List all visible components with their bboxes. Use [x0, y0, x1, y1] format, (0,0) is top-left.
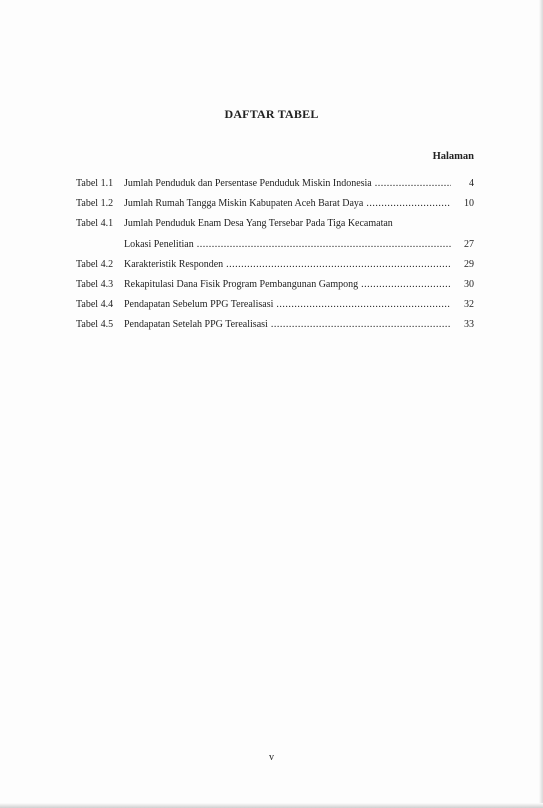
toc-entry [76, 218, 474, 251]
table-caption: Rekapitulasi Dana Fisik Program Pembangunan Gampong [124, 279, 359, 290]
page-number: 10 [464, 198, 474, 209]
toc-entry [76, 259, 474, 271]
table-caption: Jumlah Penduduk Enam Desa Yang Tersebar Pada Tiga Kecamatan [124, 218, 393, 229]
page-number: 32 [464, 299, 474, 310]
table-number: Tabel 1.1 [76, 178, 114, 189]
table-caption: Jumlah Penduduk dan Persentase Penduduk Miskin Indonesia [124, 178, 372, 189]
toc-entry [76, 299, 474, 311]
page-number: 30 [464, 279, 474, 290]
page-number: 29 [464, 259, 474, 270]
page-title: DAFTAR TABEL [224, 107, 319, 121]
dot-leader [271, 319, 451, 331]
page-column-header: Halaman [432, 151, 474, 162]
toc-entry [76, 198, 474, 210]
toc-entry [76, 178, 474, 190]
page-number: 33 [464, 319, 474, 330]
table-number: Tabel 4.5 [76, 319, 114, 330]
toc-entry [76, 319, 474, 331]
dot-leader [375, 178, 451, 190]
table-number: Tabel 4.4 [76, 299, 114, 310]
table-caption: Pendapatan Setelah PPG Terealisasi [124, 319, 268, 330]
table-of-tables [76, 178, 474, 331]
table-caption-continuation: Lokasi Penelitian [124, 239, 194, 250]
toc-entry [76, 279, 474, 291]
dot-leader [366, 198, 451, 210]
page-number: 27 [464, 239, 474, 250]
table-number: Tabel 1.2 [76, 198, 114, 209]
scan-shadow-bottom [0, 803, 543, 808]
table-caption: Jumlah Rumah Tangga Miskin Kabupaten Aceh Barat Daya [124, 198, 364, 209]
table-caption: Karakteristik Responden [124, 259, 224, 270]
footer-page-number: v [269, 752, 274, 763]
table-number: Tabel 4.3 [76, 279, 114, 290]
dot-leader [361, 279, 451, 291]
table-number: Tabel 4.2 [76, 259, 114, 270]
table-caption: Pendapatan Sebelum PPG Terealisasi [124, 299, 274, 310]
table-number: Tabel 4.1 [76, 218, 114, 229]
dot-leader [276, 299, 451, 311]
page-number: 4 [469, 178, 474, 189]
dot-leader [226, 259, 451, 271]
dot-leader [197, 239, 451, 251]
